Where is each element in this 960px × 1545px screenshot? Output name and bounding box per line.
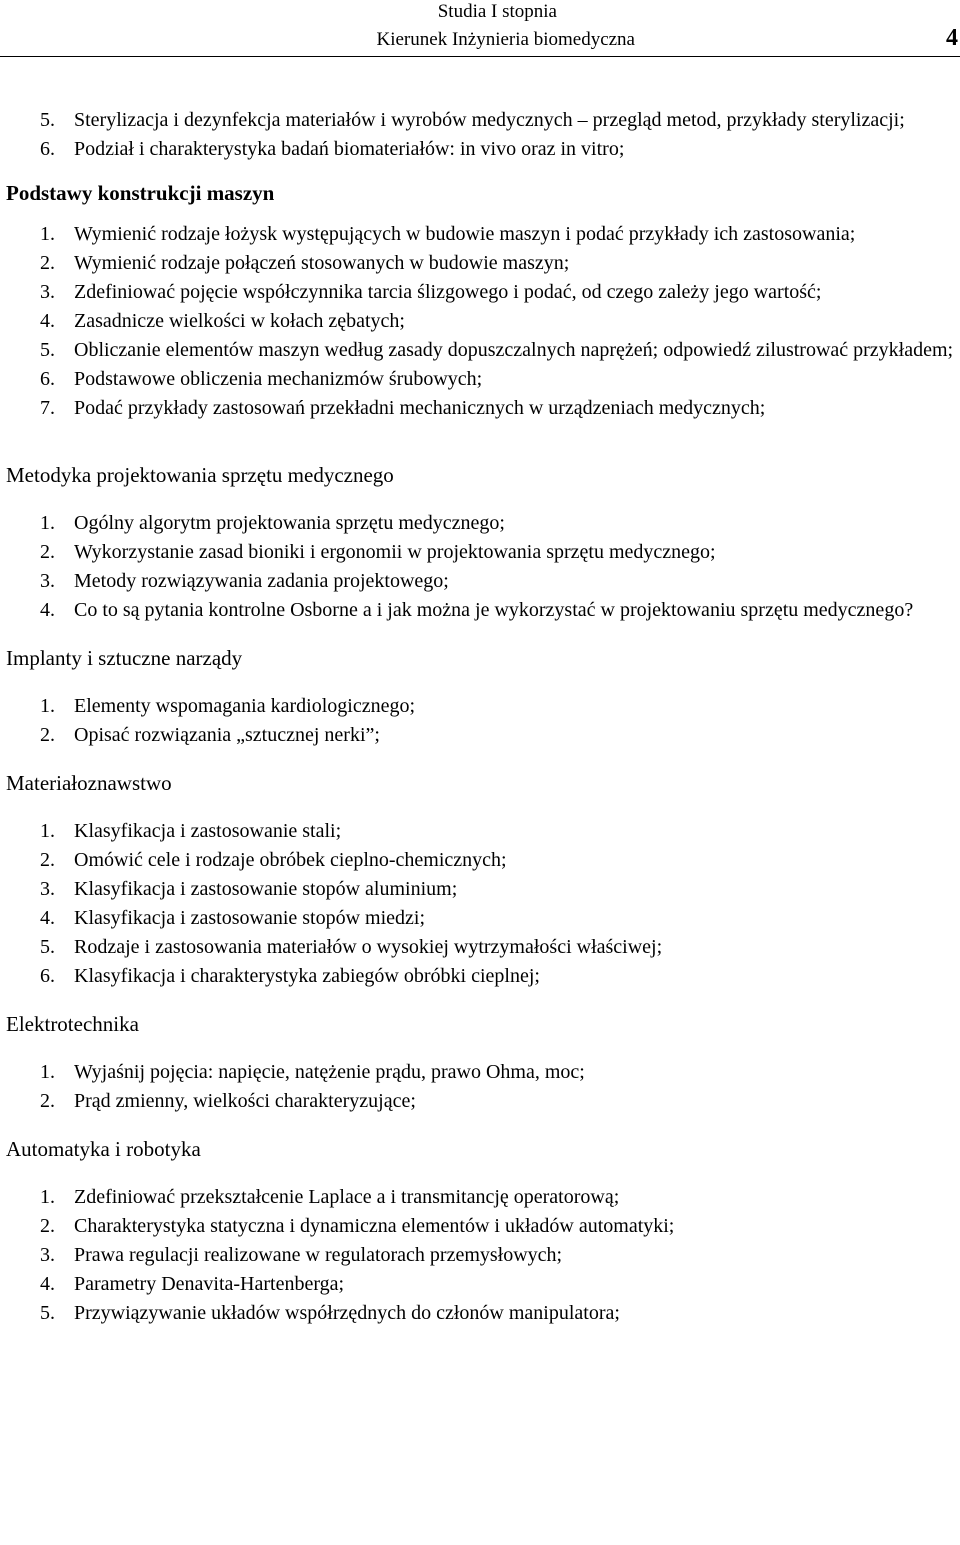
list-item-number: 5. xyxy=(40,109,55,131)
list-item xyxy=(6,1270,956,1299)
section-title-implanty: Implanty i sztuczne narządy xyxy=(6,646,243,670)
list-item-text: Klasyfikacja i zastosowanie stopów miedzi; xyxy=(74,907,426,929)
list-item xyxy=(6,509,956,538)
list-item-text: Klasyfikacja i charakterystyka zabiegów obróbki cieplnej; xyxy=(74,965,540,987)
list-item xyxy=(6,135,956,164)
list-item xyxy=(6,567,956,596)
list-item xyxy=(6,307,956,336)
list-item xyxy=(6,596,956,625)
list-item-text: Klasyfikacja i zastosowanie stopów aluminium; xyxy=(74,878,458,900)
list-item-text: Prawa regulacji realizowane w regulatorach przemysłowych; xyxy=(74,1244,563,1266)
list-item-number: 1. xyxy=(40,1186,55,1208)
list-item-text: Opisać rozwiązania „sztucznej nerki”; xyxy=(74,724,380,746)
list-item xyxy=(6,1241,956,1270)
list-item xyxy=(6,278,956,307)
list-item-text: Co to są pytania kontrolne Osborne a i jak można je wykorzystać w projektowaniu sprzętu medycznego? xyxy=(74,599,914,621)
list-item-number: 3. xyxy=(40,878,55,900)
list-item-number: 6. xyxy=(40,368,55,390)
page-number: 4 xyxy=(946,25,958,51)
section-title-elektrotechnika: Elektrotechnika xyxy=(6,1012,139,1036)
list-item-number: 5. xyxy=(40,936,55,958)
list-item-text: Wymienić rodzaje połączeń stosowanych w budowie maszyn; xyxy=(74,252,570,274)
list-item-number: 4. xyxy=(40,1273,55,1295)
list-item-text: Elementy wspomagania kardiologicznego; xyxy=(74,695,416,717)
list-item-text: Metody rozwiązywania zadania projektowego; xyxy=(74,570,449,592)
list-item-text: Ogólny algorytm projektowania sprzętu medycznego; xyxy=(74,512,505,534)
list-item-number: 1. xyxy=(40,223,55,245)
list-item-number: 3. xyxy=(40,1244,55,1266)
list-item-text: Rodzaje i zastosowania materiałów o wysokiej wytrzymałości właściwej; xyxy=(74,936,663,958)
list-item xyxy=(6,721,956,750)
list-item-number: 2. xyxy=(40,252,55,274)
list-item xyxy=(6,538,956,567)
list-item-number: 2. xyxy=(40,1090,55,1112)
list-item xyxy=(6,1299,956,1328)
list-item xyxy=(6,933,956,962)
list-item-number: 5. xyxy=(40,1302,55,1324)
header-field-of-study: Kierunek Inżynieria biomedyczna xyxy=(376,29,635,50)
list-item xyxy=(6,1058,956,1087)
list-item-number: 1. xyxy=(40,695,55,717)
list-item xyxy=(6,220,956,249)
list-item-text: Wyjaśnij pojęcia: napięcie, natężenie prądu, prawo Ohma, moc; xyxy=(74,1061,585,1083)
list-item-number: 4. xyxy=(40,599,55,621)
list-item xyxy=(6,365,956,394)
list-item-text: Wykorzystanie zasad bioniki i ergonomii w projektowania sprzętu medycznego; xyxy=(74,541,716,563)
section-title-materialoznawstwo: Materiałoznawstwo xyxy=(6,771,172,795)
list-item xyxy=(6,249,956,278)
list-item-text: Zdefiniować pojęcie współczynnika tarcia ślizgowego i podać, od czego zależy jego wartość; xyxy=(74,281,822,303)
list-item-number: 1. xyxy=(40,1061,55,1083)
list-item-number: 2. xyxy=(40,724,55,746)
document-body xyxy=(6,106,956,1328)
list-item-text: Podstawowe obliczenia mechanizmów śrubowych; xyxy=(74,368,483,390)
list-item-text: Prąd zmienny, wielkości charakteryzujące; xyxy=(74,1090,416,1112)
list-item-text: Zasadnicze wielkości w kołach zębatych; xyxy=(74,310,405,332)
list-item-number: 2. xyxy=(40,849,55,871)
list-item-number: 1. xyxy=(40,512,55,534)
list-item-text: Klasyfikacja i zastosowanie stali; xyxy=(74,820,342,842)
list-item xyxy=(6,817,956,846)
list-item xyxy=(6,692,956,721)
list-item-number: 5. xyxy=(40,339,55,361)
list-item-text: Charakterystyka statyczna i dynamiczna elementów i układów automatyki; xyxy=(74,1215,675,1237)
list-item-number: 1. xyxy=(40,820,55,842)
list-item-text: Podział i charakterystyka badań biomateriałów: in vivo oraz in vitro; xyxy=(74,138,625,160)
list-item-number: 7. xyxy=(40,397,55,419)
list-item-number: 3. xyxy=(40,281,55,303)
list-item-number: 2. xyxy=(40,541,55,563)
section-title-automatyka-i-robotyka: Automatyka i robotyka xyxy=(6,1137,201,1161)
list-item-text: Przywiązywanie układów współrzędnych do członów manipulatora; xyxy=(74,1302,620,1324)
list-item xyxy=(6,904,956,933)
list-item-number: 4. xyxy=(40,907,55,929)
header-study-level: Studia I stopnia xyxy=(437,1,557,22)
section-title-podstawy-konstrukcji-maszyn: Podstawy konstrukcji maszyn xyxy=(6,181,275,205)
list-item-text: Wymienić rodzaje łożysk występujących w budowie maszyn i podać przykłady ich zastosowania; xyxy=(74,223,856,245)
list-item xyxy=(6,1212,956,1241)
list-item xyxy=(6,875,956,904)
list-item-number: 6. xyxy=(40,965,55,987)
list-item-number: 6. xyxy=(40,138,55,160)
list-item-text: Podać przykłady zastosowań przekładni mechanicznych w urządzeniach medycznych; xyxy=(74,397,766,419)
list-item xyxy=(6,962,956,991)
list-item xyxy=(6,336,956,365)
list-item-number: 2. xyxy=(40,1215,55,1237)
section-title-metodyka-projektowania: Metodyka projektowania sprzętu medycznego xyxy=(6,463,394,487)
list-item xyxy=(6,1183,956,1212)
page-header xyxy=(0,0,960,57)
list-item-text: Sterylizacja i dezynfekcja materiałów i wyrobów medycznych – przegląd metod, przykłady sterylizacji; xyxy=(74,109,905,131)
list-item xyxy=(6,106,956,135)
list-item-number: 4. xyxy=(40,310,55,332)
list-item-text: Omówić cele i rodzaje obróbek cieplno-chemicznych; xyxy=(74,849,507,871)
list-item-text: Zdefiniować przekształcenie Laplace a i transmitancję operatorową; xyxy=(74,1186,620,1208)
list-item-text: Parametry Denavita-Hartenberga; xyxy=(74,1273,345,1295)
list-item xyxy=(6,1087,956,1116)
list-item xyxy=(6,394,956,423)
list-item-number: 3. xyxy=(40,570,55,592)
list-item-text: Obliczanie elementów maszyn według zasady dopuszczalnych naprężeń; odpowiedź zilustrować przykładem; xyxy=(74,339,954,361)
list-item xyxy=(6,846,956,875)
